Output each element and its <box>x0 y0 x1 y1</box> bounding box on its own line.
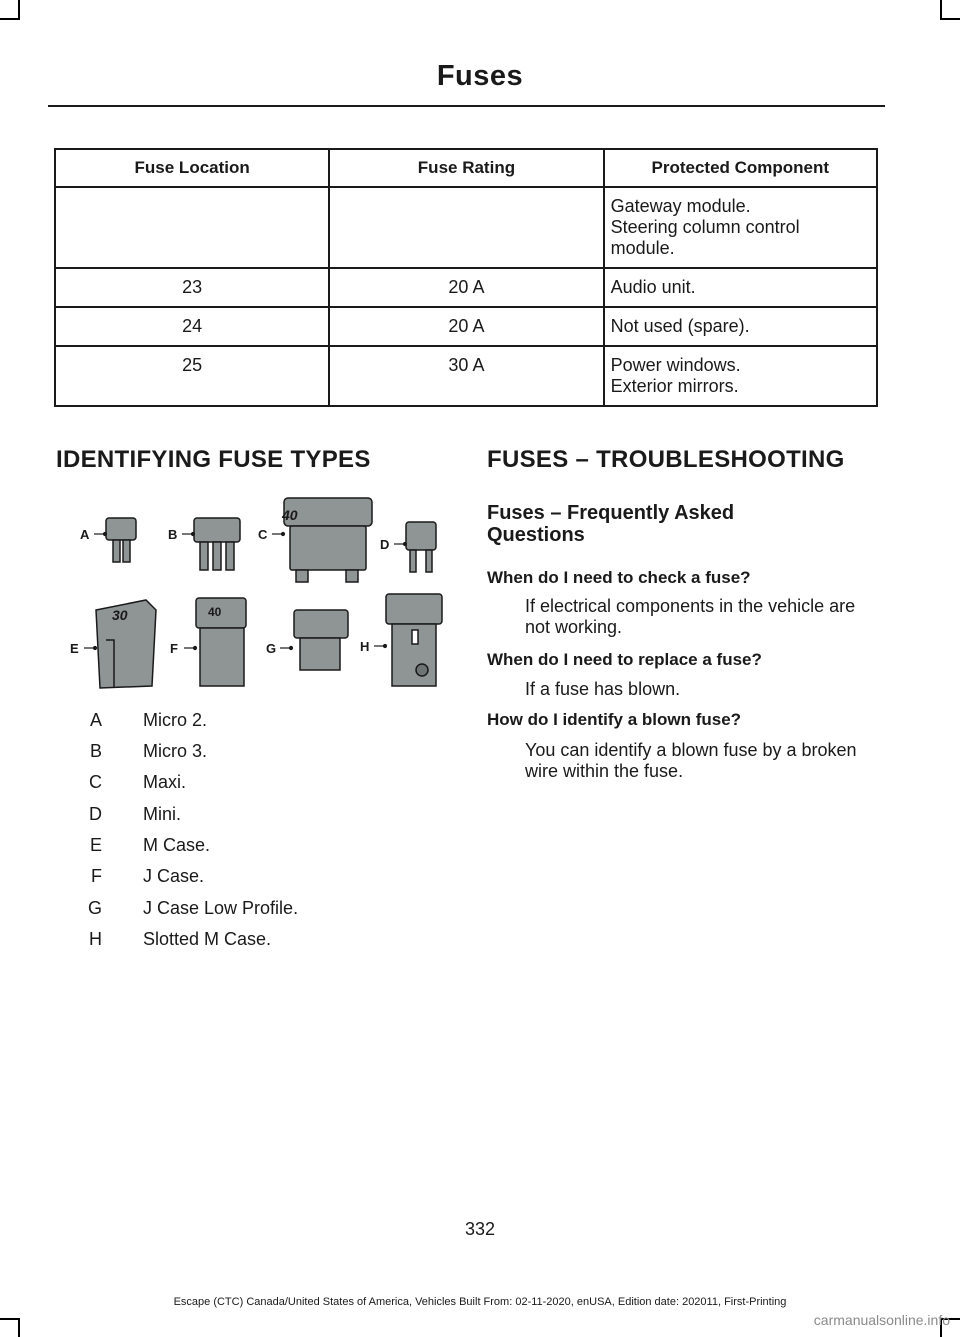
faq-question: When do I need to check a fuse? <box>487 568 751 587</box>
legend-text: Maxi. <box>143 772 187 792</box>
legend-letter: D <box>89 804 102 824</box>
legend-letter: B <box>89 741 102 761</box>
faq-subheading-line: Fuses – Frequently Asked <box>487 502 735 524</box>
cell-rating: 20 A <box>329 307 603 346</box>
identifying-heading: IDENTIFYING FUSE TYPES <box>56 446 371 473</box>
component-text: Audio unit. <box>610 277 696 297</box>
fuse-types-illustration <box>56 490 448 690</box>
component-text: Power windows. <box>610 355 741 375</box>
legend-letter: A <box>89 710 102 730</box>
crop-mark-bottom-left <box>18 1318 20 1337</box>
fuse-table <box>54 148 878 407</box>
cell-component <box>604 268 877 307</box>
mcase-rating-text: 30 <box>112 607 128 623</box>
maxi-rating-text: 40 <box>282 507 298 523</box>
legend-text: Mini. <box>143 804 182 824</box>
figure-label-h: H <box>360 639 370 654</box>
legend-item <box>60 866 440 890</box>
fuse-h-slotted-mcase <box>386 594 442 686</box>
legend-text: J Case Low Profile. <box>143 898 299 918</box>
legend-text: Micro 2. <box>143 710 208 730</box>
cell-location <box>55 187 329 268</box>
crop-mark-bottom-left <box>0 1318 18 1320</box>
fuse-a-micro2 <box>106 518 136 562</box>
watermark: carmanualsonline.info <box>813 1312 950 1328</box>
fuse-g-jcase-low <box>294 610 348 670</box>
legend-letter: F <box>91 866 102 886</box>
cell-component <box>604 187 877 268</box>
cell-location: 25 <box>55 346 329 406</box>
cell-component <box>604 346 877 406</box>
jcase-rating-text: 40 <box>208 605 222 619</box>
faq-question: When do I need to replace a fuse? <box>487 650 762 669</box>
cell-location: 24 <box>55 307 329 346</box>
figure-label-g: G <box>266 641 277 656</box>
faq-answer: If a fuse has blown. <box>525 679 681 699</box>
troubleshooting-heading: FUSES – TROUBLESHOOTING <box>487 446 845 473</box>
legend-item <box>60 835 440 859</box>
faq-subheading <box>487 502 734 546</box>
fuse-b-micro3 <box>194 518 240 570</box>
legend-letter: E <box>89 835 102 855</box>
figure-label-b: B <box>168 527 178 542</box>
title-rule <box>48 105 885 107</box>
faq-subheading-line: Questions <box>487 524 585 546</box>
crop-mark-top-right <box>940 0 942 20</box>
figure-label-f: F <box>170 641 178 656</box>
component-text: Exterior mirrors. <box>610 376 739 396</box>
figure-label-e: E <box>70 641 79 656</box>
legend-item <box>60 929 440 953</box>
legend-text: J Case. <box>143 866 205 886</box>
crop-mark-top-left <box>18 0 20 20</box>
legend-item <box>60 741 440 765</box>
page-number: 332 <box>464 1219 496 1239</box>
faq-answer: If electrical components in the vehicle are not working. <box>525 596 856 637</box>
table-row <box>55 346 877 406</box>
faq-answer: You can identify a blown fuse by a broken wire within the fuse. <box>525 740 857 781</box>
crop-mark-top-left <box>0 18 18 20</box>
header-protected-component: Protected Component <box>604 149 877 187</box>
legend-item <box>60 898 440 922</box>
legend-item <box>60 710 440 734</box>
table-header-row <box>55 149 877 187</box>
component-text: Gateway module. <box>610 196 751 216</box>
legend-letter: H <box>89 929 102 949</box>
legend-text: Slotted M Case. <box>143 929 272 949</box>
cell-location: 23 <box>55 268 329 307</box>
cell-rating: 20 A <box>329 268 603 307</box>
legend-letter: G <box>87 898 102 918</box>
legend-text: Micro 3. <box>143 741 208 761</box>
legend-letter: C <box>89 772 102 792</box>
table-row <box>55 268 877 307</box>
header-fuse-location: Fuse Location <box>55 149 329 187</box>
legend-text: M Case. <box>143 835 211 855</box>
footer-text: Escape (CTC) Canada/United States of America, Vehicles Built From: 02-11-2020, enUSA, Edition date: 202011, First-Printing <box>173 1296 787 1308</box>
table-row <box>55 187 877 268</box>
faq-question: How do I identify a blown fuse? <box>487 710 742 729</box>
header-fuse-rating: Fuse Rating <box>329 149 603 187</box>
legend-item <box>60 772 440 796</box>
cell-rating <box>329 187 603 268</box>
table-row <box>55 307 877 346</box>
figure-label-c: C <box>258 527 268 542</box>
fuse-d-mini <box>406 522 436 572</box>
crop-mark-top-right <box>942 18 960 20</box>
component-text: Not used (spare). <box>610 316 750 336</box>
figure-label-a: A <box>80 527 90 542</box>
cell-rating: 30 A <box>329 346 603 406</box>
page-title: Fuses <box>436 60 524 92</box>
legend-item <box>60 804 440 828</box>
component-text: Steering column control module. <box>610 217 800 258</box>
cell-component <box>604 307 877 346</box>
figure-label-d: D <box>380 537 390 552</box>
